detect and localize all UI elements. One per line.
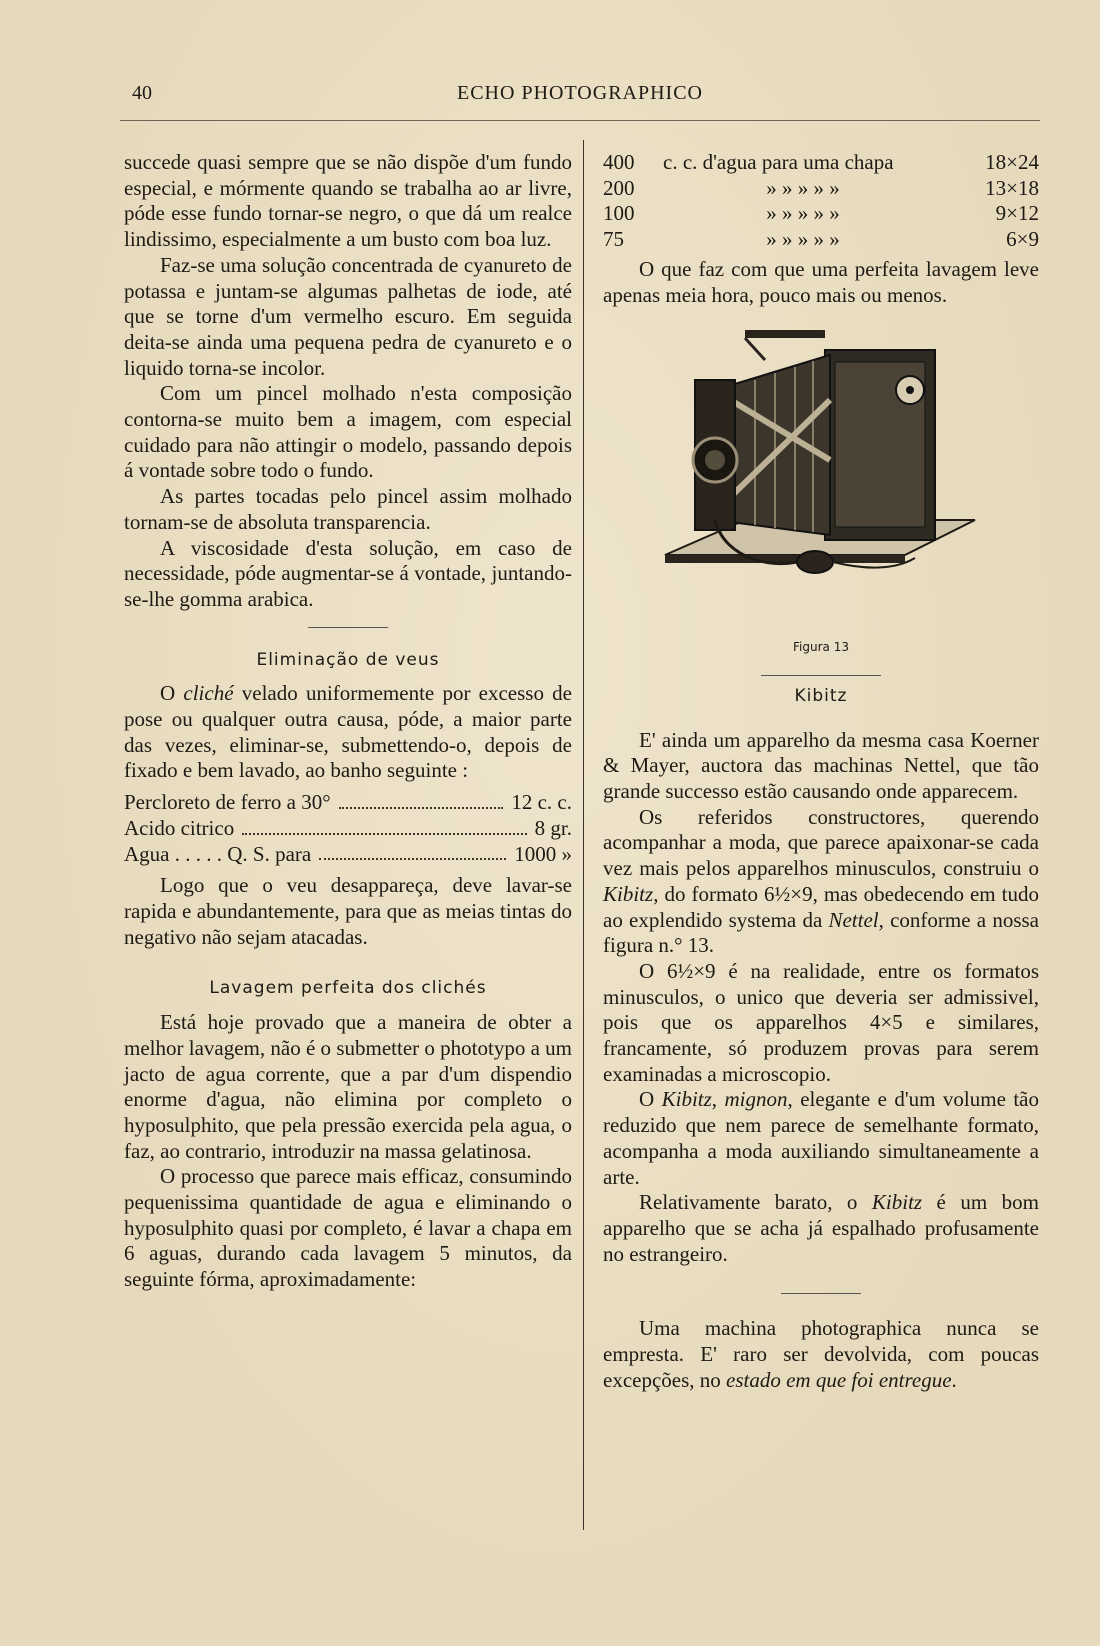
ditto-marks: » » » » »: [766, 175, 840, 200]
paragraph: Com um pincel molhado n'esta composição contorna-se muito bem a imagem, com especial cuidado para não attingir o modelo, passando depois á vontade sobre todo o fundo.: [124, 381, 572, 483]
water-row: [603, 150, 1039, 176]
text-run: .: [951, 1367, 957, 1392]
running-head: ECHO PHOTOGRAPHICO: [457, 82, 703, 104]
water-amount: 200: [603, 175, 635, 200]
paragraph: Logo que o veu desappareça, deve lavar-se rapida e abundantemente, para que as meias tintas do negativo não sejam atacadas.: [124, 873, 572, 949]
leader-dots: [242, 816, 526, 835]
recipe-ingredient: Percloreto de ferro a 30°: [124, 790, 331, 815]
text-run: ,: [711, 1087, 725, 1112]
water-table: [603, 150, 1039, 253]
figure-divider: [761, 675, 881, 676]
figure-label: Figura 13: [793, 640, 849, 655]
emphasis: Kibitz: [871, 1190, 923, 1215]
text-run: é um bom apparelho que se acha já espalhado profusamente no estrangeiro.: [603, 1190, 1039, 1266]
paragraph: [603, 1087, 1039, 1190]
folding-camera-illustration: [655, 320, 985, 620]
page-number: 40: [132, 82, 152, 104]
section-divider: [308, 627, 388, 628]
plate-size: 9×12: [995, 201, 1039, 226]
paragraph: A viscosidade d'esta solução, em caso de necessidade, póde augmentar-se á vontade, juntando-se-lhe gomma arabica.: [124, 535, 572, 611]
water-amount: 400: [603, 150, 635, 174]
water-amount: 100: [603, 201, 635, 226]
paragraph: succede quasi sempre que se não dispõe d'um fundo especial, e mórmente quando se trabalha ao ar livre, póde esse fundo tornar-se negro, o que dá um realce lindissimo, especialmente a um busto com boa luz.: [124, 150, 572, 252]
text-run: , elegante e d'um volume tão reduzido que nem parece de semelhante formato, acompanha a moda auxiliando simultaneamente a arte.: [603, 1087, 1039, 1189]
recipe-row: [124, 816, 572, 842]
paragraph: [603, 1316, 1039, 1393]
text-run: , do formato 6½×9, mas obedecendo em tudo ao explendido systema da: [603, 881, 1039, 932]
leader-dots: [319, 842, 506, 861]
water-row: [603, 227, 1039, 253]
plate-size: 6×9: [1006, 227, 1039, 252]
recipe-table: [124, 790, 572, 867]
text-run: Os referidos constructores, querendo acompanhar a moda, que parece apaixonar-se cada vez mais pelos apparelhos minusculos, construiu o: [603, 804, 1039, 881]
left-column: [124, 150, 572, 1293]
emphasis: estado em que foi entregue: [726, 1367, 952, 1392]
text-run: velado uniformemente por excesso de pose ou qualquer outra causa, póde, a maior parte das vezes, eliminar-se, submettendo-o, depois de fixado e bem lavado, ao banho seguinte :: [124, 681, 572, 783]
emphasis: cliché: [183, 681, 234, 706]
text-run: Relativamente barato, o: [639, 1190, 872, 1215]
plate-size: 18×24: [985, 150, 1039, 174]
water-amount: 75: [603, 227, 624, 252]
paragraph: Faz-se uma solução concentrada de cyanureto de potassa e juntam-se algumas palhetas de iode, até que se torne d'um vermelho escuro. Em seguida deita-se ainda uma pequena pedra de cyanureto e o liquido torna-se incolor.: [124, 252, 572, 380]
paragraph: O 6½×9 é na realidade, entre os formatos minusculos, o unico que deveria ser admissivel, pois que os apparelhos 4×5 e similares, francamente, só produzem provas para serem examinadas a microscopio.: [603, 958, 1039, 1086]
figure-title: Kibitz: [794, 685, 848, 706]
recipe-quantity: 1000 »: [514, 841, 572, 866]
text-run: O: [639, 1087, 662, 1112]
recipe-ingredient: Acido citrico: [124, 815, 235, 840]
paragraph: O que faz com que uma perfeita lavagem leve apenas meia hora, pouco mais ou menos.: [603, 256, 1039, 307]
water-row: [603, 176, 1039, 202]
section-heading: Lavagem perfeita dos clichés: [209, 978, 487, 999]
recipe-quantity: 8 gr.: [534, 815, 572, 840]
paragraph: [603, 1190, 1039, 1267]
ditto-marks: » » » » »: [766, 227, 840, 252]
paragraph: [124, 681, 572, 784]
paragraph: Está hoje provado que a maneira de obter a melhor lavagem, não é o submetter o phototypo a um jacto de agua corrente, que a par d'um dispendio enorme d'agua, não elimina por completo o hyposulphito, que pela pressão exercida pela agua, o faz, ao contrario, introduzir na massa gelatinosa.: [124, 1010, 572, 1163]
right-column: [603, 150, 1039, 1394]
emphasis: Kibitz: [661, 1087, 712, 1112]
figure-camera: [603, 320, 1039, 625]
water-text: c. c. d'agua para uma chapa: [663, 150, 894, 174]
recipe-quantity: 12 c. c.: [511, 790, 572, 815]
leader-dots: [339, 790, 504, 809]
water-row: [603, 201, 1039, 227]
recipe-row: [124, 790, 572, 816]
plate-size: 13×18: [985, 175, 1039, 200]
paragraph: O processo que parece mais efficaz, consumindo pequenissima quantidade de agua e eliminando o hyposulphito quasi por completo, é lavar a chapa em 6 aguas, durando cada lavagem 5 minutos, da seguinte fórma, aproximadamente:: [124, 1164, 572, 1292]
section-divider: [781, 1293, 861, 1294]
emphasis: Nettel: [828, 907, 879, 932]
emphasis: mignon: [724, 1087, 788, 1112]
paragraph: E' ainda um apparelho da mesma casa Koerner & Mayer, auctora das machinas Nettel, que tão grande successo estão causando onde apparecem.: [603, 727, 1039, 804]
paragraph: [603, 805, 1039, 959]
recipe-row: [124, 842, 572, 868]
text-run: Uma machina photographica nunca se empresta. E' raro ser devolvida, com poucas excepções, no: [603, 1316, 1039, 1392]
ditto-marks: » » » » »: [766, 201, 840, 226]
recipe-ingredient: Agua . . . . . Q. S. para: [124, 841, 312, 866]
paragraph: As partes tocadas pelo pincel assim molhado tornam-se de absoluta transparencia.: [124, 484, 572, 534]
text-run: , conforme a nossa figura n.° 13.: [603, 907, 1039, 958]
emphasis: Kibitz: [603, 881, 654, 906]
section-heading: Eliminação de veus: [256, 649, 440, 670]
page-header: [120, 80, 1040, 121]
column-divider: [583, 140, 584, 1530]
text-run: O: [160, 681, 184, 706]
